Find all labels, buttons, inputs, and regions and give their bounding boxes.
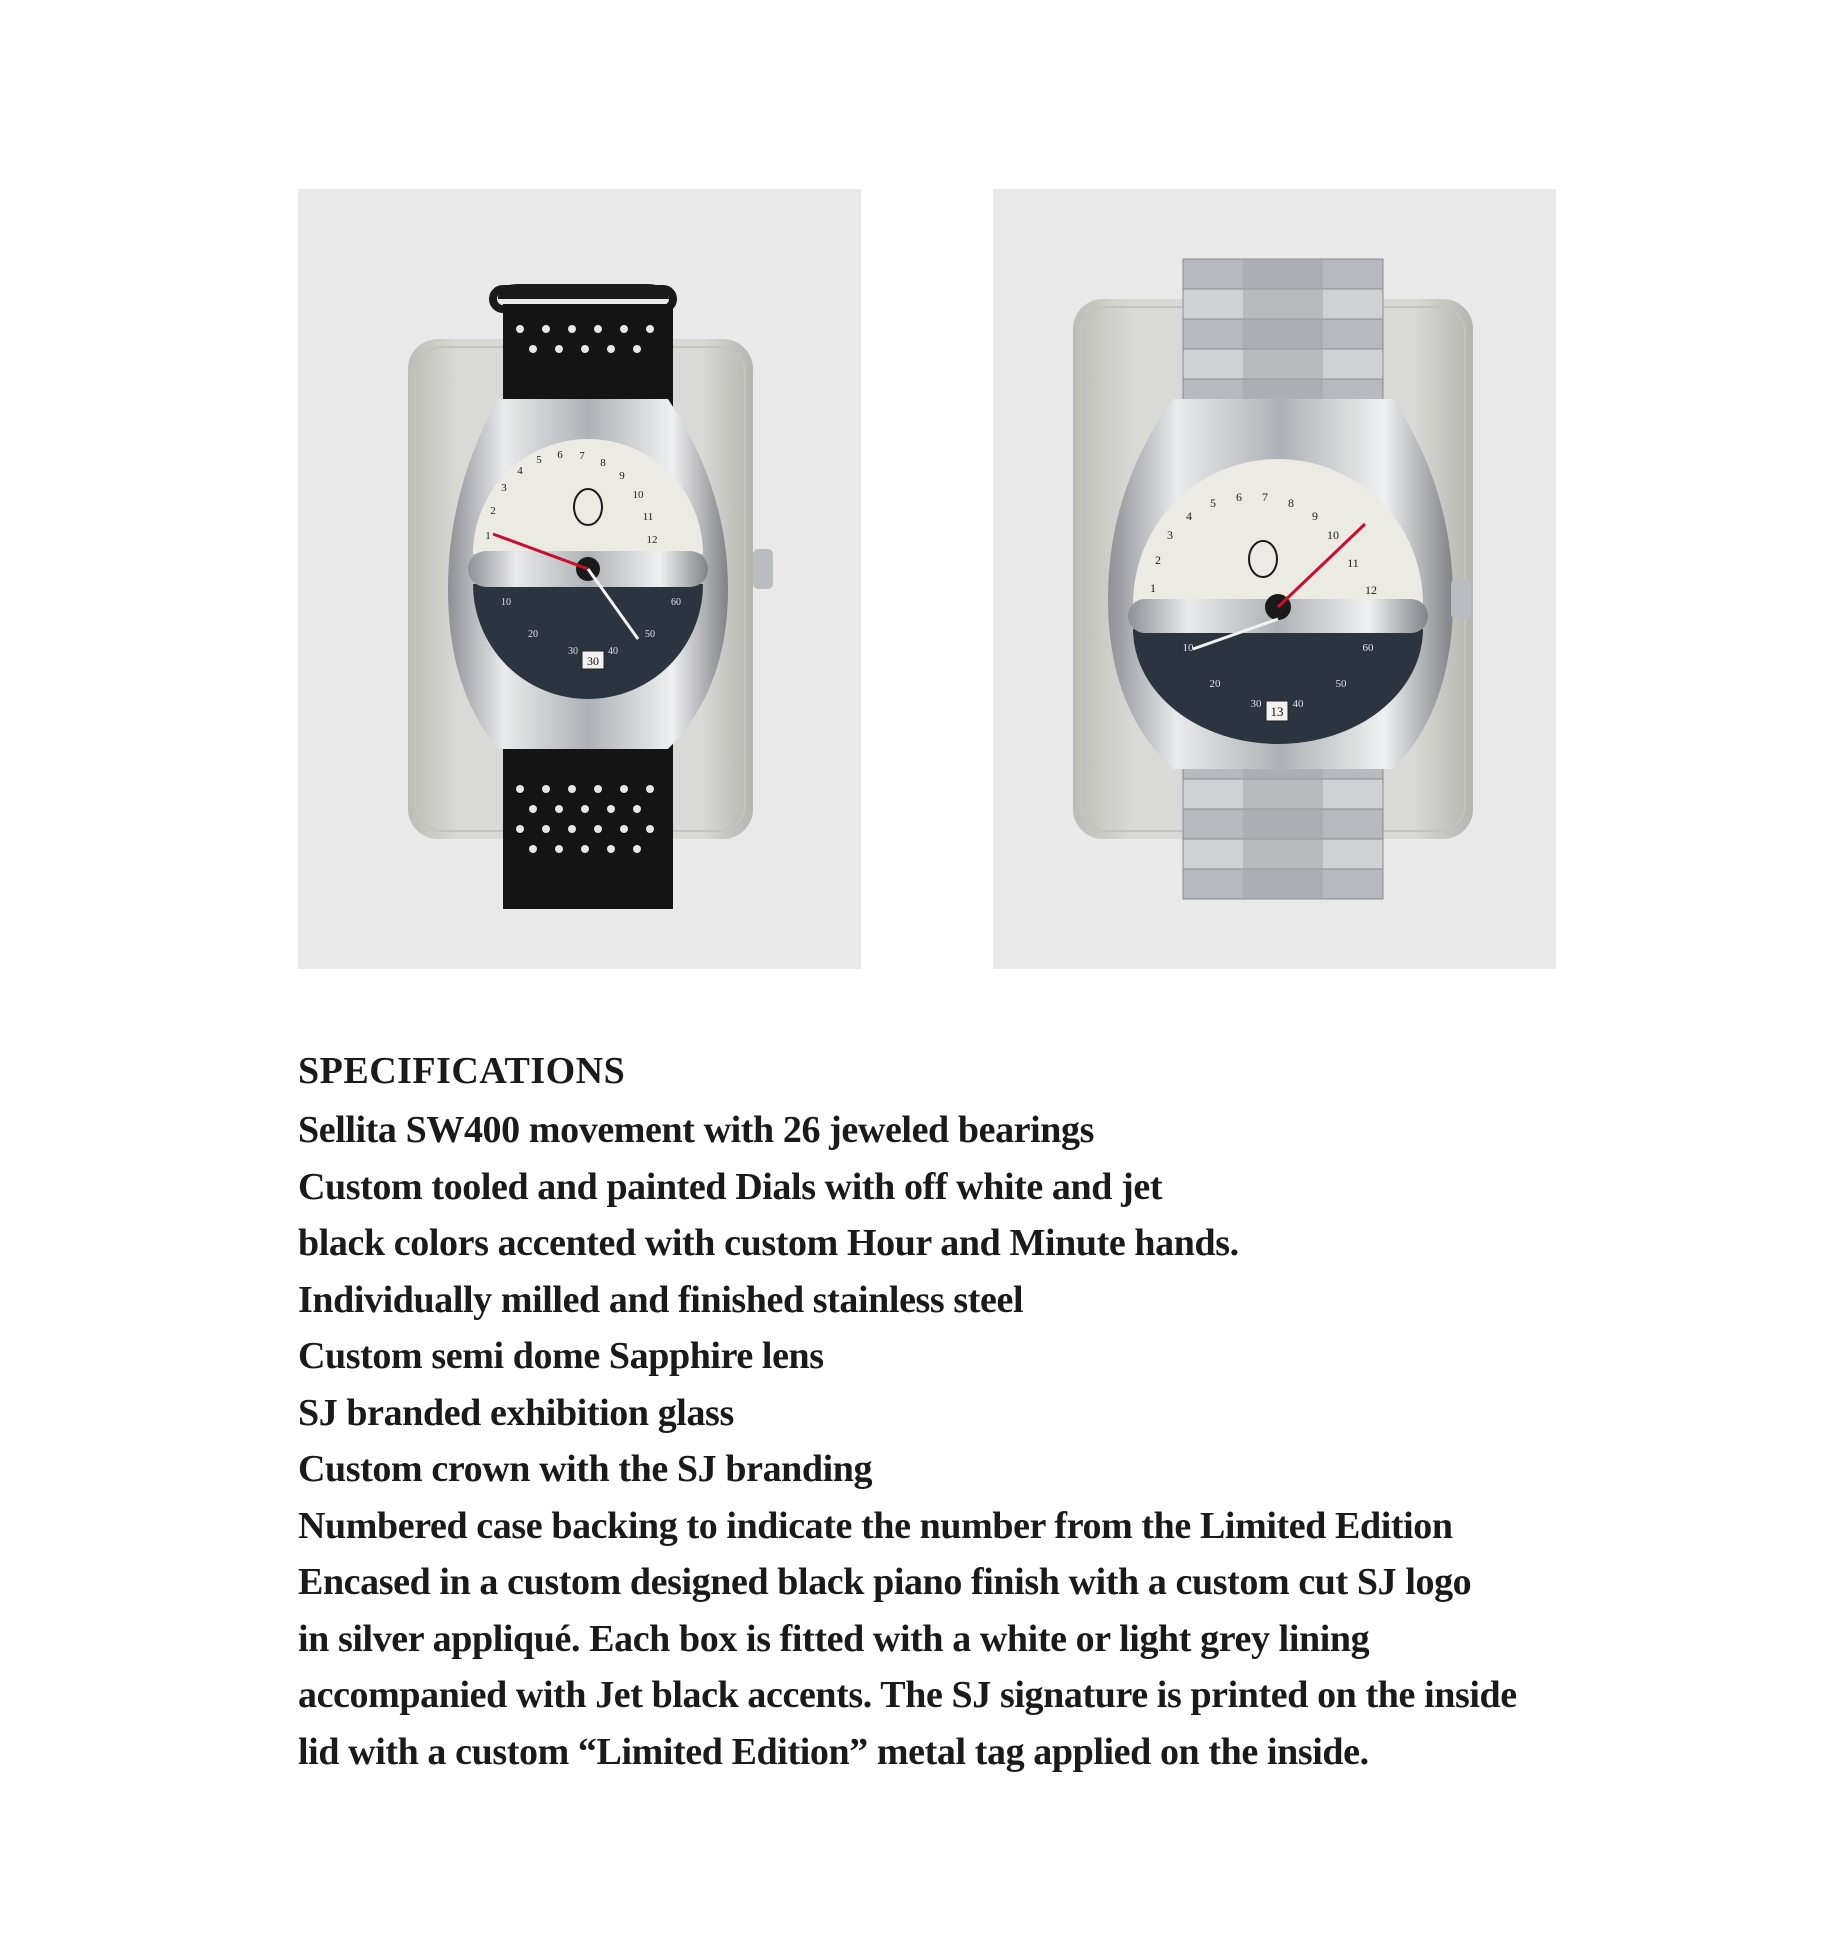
minute-numeral: 60 (1362, 642, 1374, 654)
hour-numeral: 2 (490, 505, 496, 517)
minute-numeral: 50 (1335, 678, 1347, 690)
hour-numeral: 7 (579, 450, 585, 462)
hour-numeral: 5 (536, 454, 542, 466)
minute-numeral: 30 (1250, 698, 1262, 710)
minute-numeral: 30 (568, 646, 578, 657)
hour-numeral: 11 (1347, 556, 1359, 570)
hour-numeral: 2 (1155, 553, 1161, 567)
spec-line: black colors accented with custom Hour and Minute hands. (298, 1222, 1239, 1264)
bracelet-top (1183, 259, 1383, 409)
spec-line: Custom semi dome Sapphire lens (298, 1335, 824, 1377)
minute-numeral: 10 (1182, 642, 1194, 654)
hour-numeral: 10 (1327, 528, 1339, 542)
watch-leather-strap-photo (298, 189, 861, 969)
hour-numeral: 11 (642, 511, 654, 523)
spec-line: Individually milled and finished stainless steel (298, 1278, 1024, 1321)
hour-numeral: 4 (1186, 509, 1192, 523)
minute-numeral: 50 (645, 629, 655, 640)
hour-numeral: 12 (646, 534, 658, 546)
crown (1451, 579, 1471, 619)
hour-numeral: 6 (1236, 490, 1242, 504)
minute-numeral: 60 (671, 597, 681, 608)
spec-line: in silver appliqué. Each box is fitted with a white or light grey lining (298, 1617, 1370, 1660)
minute-numeral: 20 (1209, 678, 1221, 690)
date-value: 30 (587, 654, 599, 668)
specifications-section (298, 1040, 1598, 1780)
minute-numeral: 10 (501, 597, 511, 608)
bracelet-bottom (1183, 749, 1383, 899)
hour-numeral: 12 (1365, 583, 1377, 597)
hour-numeral: 1 (485, 530, 491, 542)
minute-numeral: 20 (528, 629, 538, 640)
spec-line: SJ branded exhibition glass (298, 1391, 734, 1434)
date-value: 13 (1270, 704, 1284, 719)
watch-steel-bracelet-photo (993, 189, 1556, 969)
hour-numeral: 9 (619, 470, 625, 482)
spec-line: Encased in a custom designed black piano finish with a custom cut SJ logo (298, 1561, 1472, 1603)
minute-numeral: 40 (1292, 698, 1304, 710)
specifications-heading: SPECIFICATIONS (298, 1050, 626, 1092)
crown (753, 549, 773, 589)
hour-numeral: 3 (1167, 528, 1173, 542)
minute-numeral: 40 (608, 646, 618, 657)
spec-line: accompanied with Jet black accents. The SJ signature is printed on the inside (298, 1674, 1517, 1716)
hour-numeral: 8 (600, 457, 606, 469)
hour-numeral: 9 (1312, 509, 1318, 523)
hour-numeral: 8 (1288, 496, 1294, 510)
spec-line: Custom tooled and painted Dials with off white and jet (298, 1165, 1163, 1208)
spec-line: Numbered case backing to indicate the number from the Limited Edition (298, 1504, 1453, 1547)
hour-numeral: 6 (557, 449, 563, 461)
hour-numeral: 3 (501, 482, 507, 494)
hour-numeral: 1 (1150, 581, 1156, 595)
spec-line: lid with a custom “Limited Edition” metal tag applied on the inside. (298, 1730, 1369, 1773)
spec-line: Custom crown with the SJ branding (298, 1448, 873, 1490)
spec-line: Sellita SW400 movement with 26 jeweled bearings (298, 1109, 1095, 1151)
hour-numeral: 10 (632, 489, 644, 501)
hour-numeral: 7 (1262, 490, 1268, 504)
hour-numeral: 4 (517, 465, 523, 477)
hour-numeral: 5 (1210, 496, 1216, 510)
